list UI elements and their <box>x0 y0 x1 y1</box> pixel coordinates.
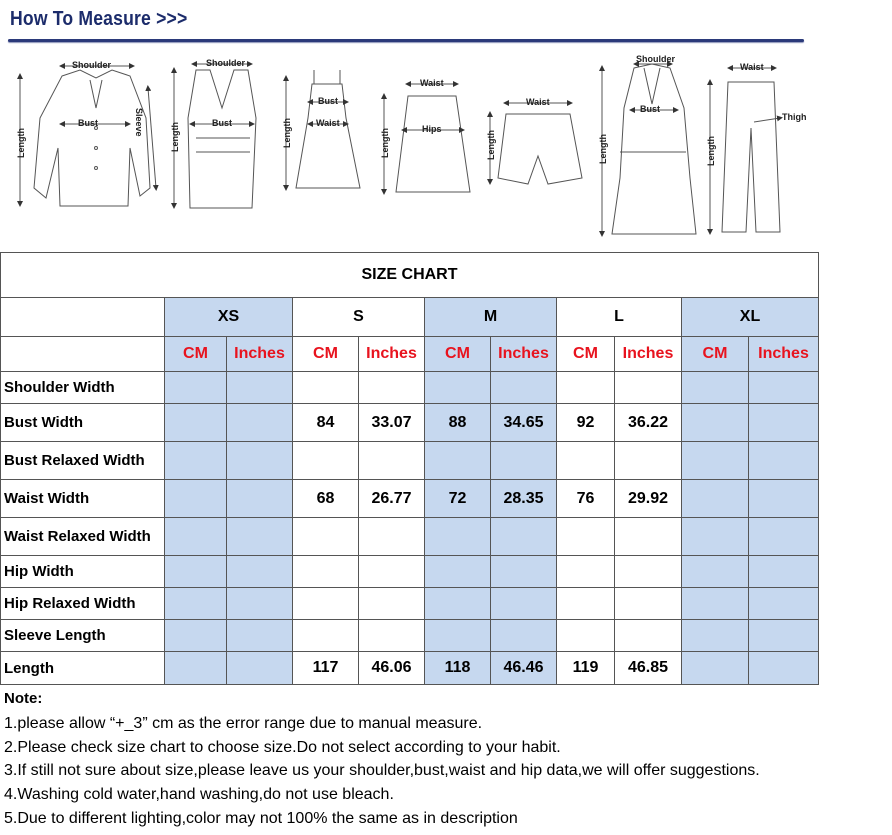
table-row <box>1 404 819 442</box>
value-cell <box>293 442 359 480</box>
value-cell <box>749 480 819 518</box>
value-cell <box>557 588 615 620</box>
row-label: Waist Relaxed Width <box>1 518 165 556</box>
value-cell: 46.06 <box>359 652 425 685</box>
value-cell <box>615 442 682 480</box>
label-thigh-7: Thigh <box>782 112 807 122</box>
unit-header-blank <box>1 337 165 372</box>
value-cell <box>359 620 425 652</box>
size-m: M <box>425 298 557 337</box>
size-chart-table <box>0 252 819 685</box>
row-label: Hip Width <box>1 556 165 588</box>
value-cell <box>227 442 293 480</box>
label-waist-4: Waist <box>420 78 444 88</box>
value-cell <box>425 620 491 652</box>
label-shoulder-2: Shoulder <box>206 58 246 68</box>
value-cell <box>227 556 293 588</box>
value-cell <box>165 588 227 620</box>
unit-header-row <box>1 337 819 372</box>
value-cell <box>682 480 749 518</box>
value-cell <box>359 556 425 588</box>
value-cell <box>557 518 615 556</box>
value-cell <box>749 652 819 685</box>
value-cell: 46.46 <box>491 652 557 685</box>
pants-figure <box>710 68 780 232</box>
label-shoulder-1: Shoulder <box>72 60 112 70</box>
notes-section <box>4 690 760 831</box>
table-row <box>1 620 819 652</box>
unit-cm-m: CM <box>425 337 491 372</box>
value-cell <box>682 404 749 442</box>
value-cell <box>682 556 749 588</box>
row-label: Length <box>1 652 165 685</box>
table-row <box>1 372 819 404</box>
unit-in-l: Inches <box>615 337 682 372</box>
coat-figure <box>602 64 696 234</box>
value-cell <box>359 372 425 404</box>
label-length-1: Length <box>16 128 26 158</box>
value-cell <box>615 620 682 652</box>
value-cell <box>425 442 491 480</box>
value-cell <box>682 372 749 404</box>
size-s: S <box>293 298 425 337</box>
value-cell <box>293 372 359 404</box>
value-cell <box>165 372 227 404</box>
value-cell: 76 <box>557 480 615 518</box>
note-line: 4.Washing cold water,hand washing,do not use bleach. <box>4 786 394 804</box>
value-cell <box>557 372 615 404</box>
value-cell <box>491 556 557 588</box>
value-cell <box>165 442 227 480</box>
how-to-measure-header <box>10 8 212 31</box>
value-cell <box>491 442 557 480</box>
value-cell <box>165 480 227 518</box>
header-divider <box>8 39 804 42</box>
size-header-blank <box>1 298 165 337</box>
row-label: Bust Relaxed Width <box>1 442 165 480</box>
garment-diagrams <box>0 48 820 248</box>
table-row <box>1 442 819 480</box>
row-label: Hip Relaxed Width <box>1 588 165 620</box>
size-l: L <box>557 298 682 337</box>
value-cell <box>749 442 819 480</box>
measurement-illustrations <box>0 48 820 248</box>
value-cell: 46.85 <box>615 652 682 685</box>
value-cell: 92 <box>557 404 615 442</box>
table-row <box>1 518 819 556</box>
value-cell: 68 <box>293 480 359 518</box>
table-row <box>1 556 819 588</box>
size-header-row <box>1 298 819 337</box>
unit-cm-xl: CM <box>682 337 749 372</box>
value-cell <box>682 620 749 652</box>
label-hips-4: Hips <box>422 124 442 134</box>
value-cell <box>557 620 615 652</box>
value-cell <box>425 556 491 588</box>
tank-dress-figure <box>174 64 256 208</box>
size-chart-title: SIZE CHART <box>1 253 819 298</box>
label-length-2: Length <box>170 122 180 152</box>
value-cell: 33.07 <box>359 404 425 442</box>
value-cell <box>557 442 615 480</box>
label-length-4: Length <box>380 128 390 158</box>
label-waist-3: Waist <box>316 118 340 128</box>
unit-in-m: Inches <box>491 337 557 372</box>
shorts-figure <box>490 103 582 184</box>
value-cell <box>615 556 682 588</box>
unit-in-xs: Inches <box>227 337 293 372</box>
label-bust-2: Bust <box>212 118 232 128</box>
size-xs: XS <box>165 298 293 337</box>
value-cell <box>425 588 491 620</box>
value-cell <box>491 518 557 556</box>
value-cell <box>749 588 819 620</box>
value-cell <box>227 480 293 518</box>
row-label: Sleeve Length <box>1 620 165 652</box>
value-cell <box>293 588 359 620</box>
value-cell: 88 <box>425 404 491 442</box>
measurement-rows <box>1 372 819 685</box>
row-label: Waist Width <box>1 480 165 518</box>
label-bust-3: Bust <box>318 96 338 106</box>
value-cell <box>615 372 682 404</box>
value-cell <box>227 620 293 652</box>
value-cell <box>293 620 359 652</box>
value-cell <box>615 588 682 620</box>
value-cell <box>491 620 557 652</box>
value-cell <box>491 372 557 404</box>
table-row <box>1 652 819 685</box>
table-row <box>1 480 819 518</box>
value-cell <box>359 442 425 480</box>
value-cell: 36.22 <box>615 404 682 442</box>
value-cell <box>491 588 557 620</box>
unit-cm-s: CM <box>293 337 359 372</box>
label-shoulder-6: Shoulder <box>636 54 676 64</box>
value-cell <box>749 404 819 442</box>
row-label: Shoulder Width <box>1 372 165 404</box>
value-cell: 34.65 <box>491 404 557 442</box>
value-cell <box>682 442 749 480</box>
value-cell <box>165 620 227 652</box>
value-cell: 29.92 <box>615 480 682 518</box>
value-cell <box>165 404 227 442</box>
value-cell <box>359 588 425 620</box>
label-length-3: Length <box>282 118 292 148</box>
value-cell <box>227 652 293 685</box>
value-cell <box>227 372 293 404</box>
how-to-measure-title: How To Measure >>> <box>10 8 188 30</box>
value-cell <box>293 518 359 556</box>
value-cell <box>165 556 227 588</box>
label-bust-6: Bust <box>640 104 660 114</box>
table-row <box>1 588 819 620</box>
value-cell <box>359 518 425 556</box>
unit-in-s: Inches <box>359 337 425 372</box>
value-cell <box>227 404 293 442</box>
skirt-figure <box>384 84 470 192</box>
value-cell <box>615 518 682 556</box>
value-cell <box>227 518 293 556</box>
strap-dress-figure <box>286 70 360 188</box>
value-cell: 28.35 <box>491 480 557 518</box>
unit-in-xl: Inches <box>749 337 819 372</box>
label-bust-1: Bust <box>78 118 98 128</box>
unit-cm-xs: CM <box>165 337 227 372</box>
value-cell: 118 <box>425 652 491 685</box>
label-length-6: Length <box>598 134 608 164</box>
note-line: 2.Please check size chart to choose size.Do not select according to your habit. <box>4 738 561 756</box>
value-cell: 72 <box>425 480 491 518</box>
label-length-5: Length <box>486 130 496 160</box>
note-line: 3.If still not sure about size,please leave us your shoulder,bust,waist and hip data,we will offer suggestions. <box>4 762 760 780</box>
label-waist-5: Waist <box>526 97 550 107</box>
value-cell <box>682 518 749 556</box>
note-line: 5.Due to different lighting,color may not 100% the same as in description <box>4 809 518 827</box>
value-cell <box>293 556 359 588</box>
label-length-7: Length <box>706 136 716 166</box>
row-label: Bust Width <box>1 404 165 442</box>
value-cell: 117 <box>293 652 359 685</box>
value-cell: 119 <box>557 652 615 685</box>
unit-cm-l: CM <box>557 337 615 372</box>
value-cell <box>749 556 819 588</box>
size-chart-title-row <box>1 253 819 298</box>
value-cell <box>425 372 491 404</box>
value-cell <box>682 588 749 620</box>
value-cell <box>749 620 819 652</box>
label-sleeve-1: Sleeve <box>134 108 144 137</box>
value-cell <box>425 518 491 556</box>
value-cell <box>749 372 819 404</box>
note-line: 1.please allow “+_3” cm as the error range due to manual measure. <box>4 715 483 732</box>
value-cell <box>749 518 819 556</box>
label-waist-7: Waist <box>740 62 764 72</box>
notes-heading: Note: <box>4 690 43 707</box>
value-cell: 26.77 <box>359 480 425 518</box>
size-xl: XL <box>682 298 819 337</box>
value-cell <box>227 588 293 620</box>
value-cell <box>557 556 615 588</box>
value-cell <box>682 652 749 685</box>
value-cell <box>165 518 227 556</box>
value-cell: 84 <box>293 404 359 442</box>
value-cell <box>165 652 227 685</box>
